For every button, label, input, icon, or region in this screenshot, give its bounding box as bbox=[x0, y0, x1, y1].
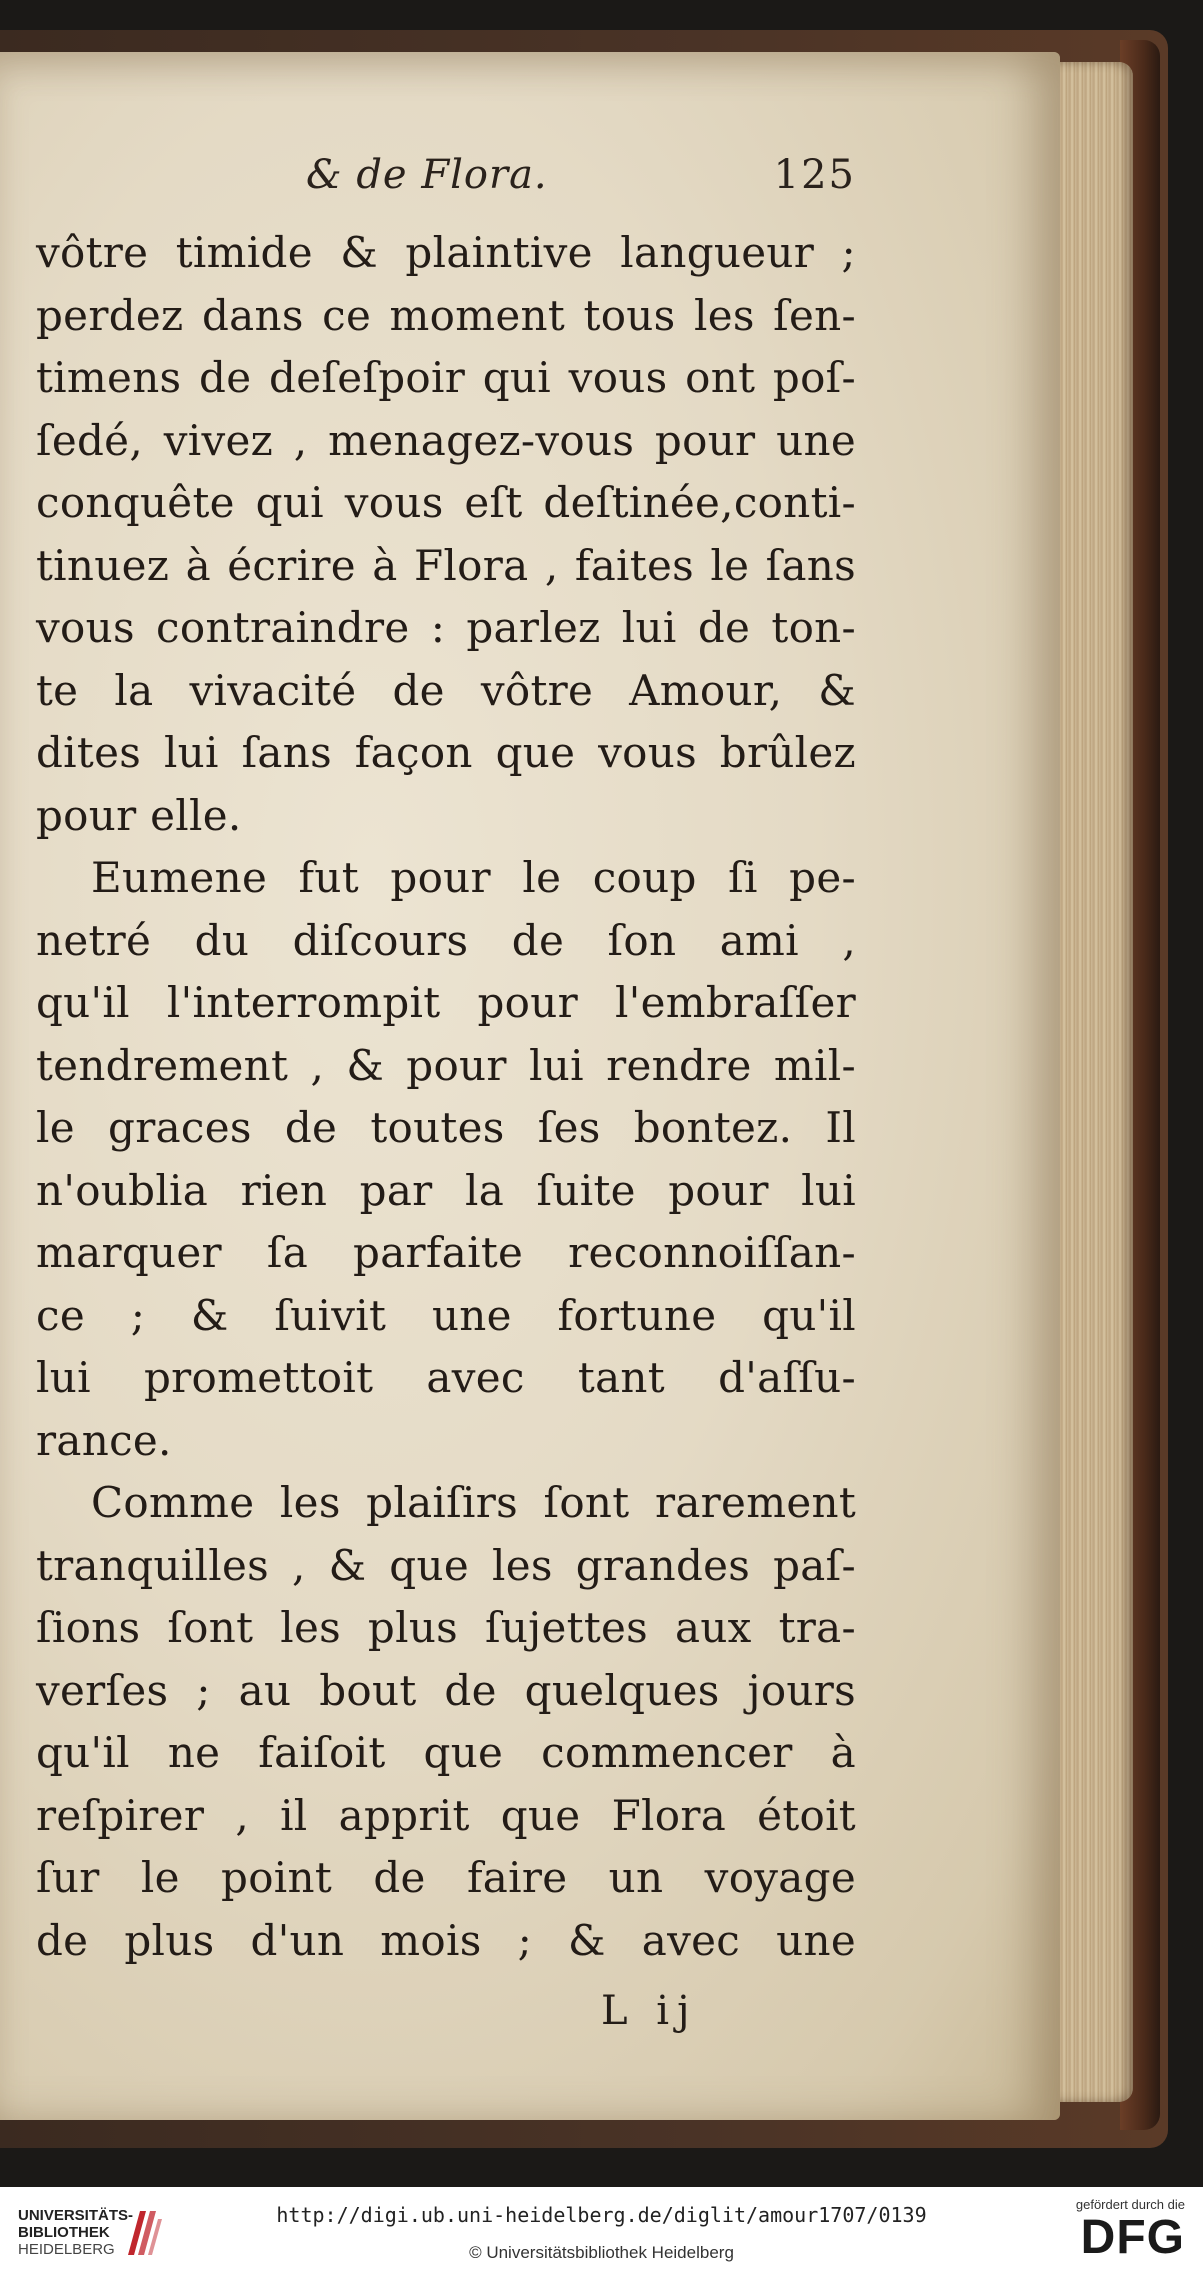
paragraph-start: Comme les plaiſirs ſont rarement bbox=[91, 1478, 856, 1527]
text-line: ſur le point de faire un voyage bbox=[36, 1853, 856, 1902]
text-line: ce ; & ſuivit une fortune qu'il bbox=[36, 1290, 856, 1340]
text-line: ſedé, vivez , menagez-vous pour une bbox=[36, 415, 856, 465]
text-line: rance. bbox=[36, 1415, 172, 1465]
library-name-line: UNIVERSITÄTS- bbox=[18, 2207, 134, 2224]
text-line: tinuez à écrire à Flora , faites le ſans bbox=[36, 540, 856, 590]
signature-mark: L ij bbox=[601, 1988, 698, 2034]
text-line: tendrement , & pour lui rendre mil- bbox=[36, 1040, 856, 1090]
text-line: dites lui ſans façon que vous brûlez bbox=[36, 728, 856, 777]
footer-bar bbox=[0, 2187, 1203, 2278]
text-line: vôtre timide & plaintive langueur ; bbox=[36, 228, 856, 277]
text-line: de plus d'un mois ; & avec une bbox=[36, 1915, 856, 1965]
sponsor-label: gefördert durch die bbox=[1075, 2197, 1185, 2212]
text-line: netré du diſcours de ſon ami , bbox=[36, 915, 856, 965]
running-head bbox=[36, 152, 856, 222]
page-url-link[interactable]: http://digi.ub.uni-heidelberg.de/diglit/amour1707/0139 bbox=[276, 2203, 927, 2227]
text-line: te la vivacité de vôtre Amour, & bbox=[36, 665, 856, 715]
page-number: 125 bbox=[773, 152, 856, 198]
library-name-line: BIBLIOTHEK bbox=[18, 2224, 110, 2241]
book-page bbox=[0, 52, 1060, 2120]
text-line: tranquilles , & que les grandes paſ- bbox=[36, 1540, 856, 1590]
text-line: qu'il l'interrompit pour l'embraſſer bbox=[36, 978, 856, 1027]
text-line: n'oublia rien par la ſuite pour lui bbox=[36, 1165, 856, 1215]
running-title: & de Flora. bbox=[306, 152, 548, 198]
paragraph-start: Eumene fut pour le coup ſi pe- bbox=[91, 853, 856, 902]
page-text-block bbox=[36, 152, 856, 2052]
text-line: vous contraindre : parlez lui de ton- bbox=[36, 603, 856, 652]
text-line: perdez dans ce moment tous les ſen- bbox=[36, 290, 856, 340]
text-line: timens de deſeſpoir qui vous ont poſ- bbox=[36, 353, 856, 402]
text-line: reſpirer , il apprit que Flora étoit bbox=[36, 1790, 856, 1840]
text-line: qu'il ne faiſoit que commencer à bbox=[36, 1728, 856, 1777]
text-line: pour elle. bbox=[36, 790, 242, 840]
dfg-sponsor[interactable] bbox=[1065, 2197, 1185, 2271]
copyright-notice: © Universitätsbibliothek Heidelberg bbox=[469, 2243, 734, 2262]
dfg-logo: DFG bbox=[1080, 2211, 1185, 2264]
text-line: marquer ſa parfaite reconnoiſſan- bbox=[36, 1228, 856, 1277]
text-line: conquête qui vous eſt deſtinée,conti- bbox=[36, 478, 856, 527]
library-name-line: HEIDELBERG bbox=[18, 2241, 115, 2258]
text-line: verſes ; au bout de quelques jours bbox=[36, 1665, 856, 1715]
text-line: lui promettoit avec tant d'aſſu- bbox=[36, 1353, 856, 1402]
signature-line bbox=[36, 1982, 856, 2052]
text-line: le graces de toutes ſes bontez. Il bbox=[36, 1103, 856, 1152]
text-line: ſions ſont les plus ſujettes aux tra- bbox=[36, 1603, 856, 1652]
